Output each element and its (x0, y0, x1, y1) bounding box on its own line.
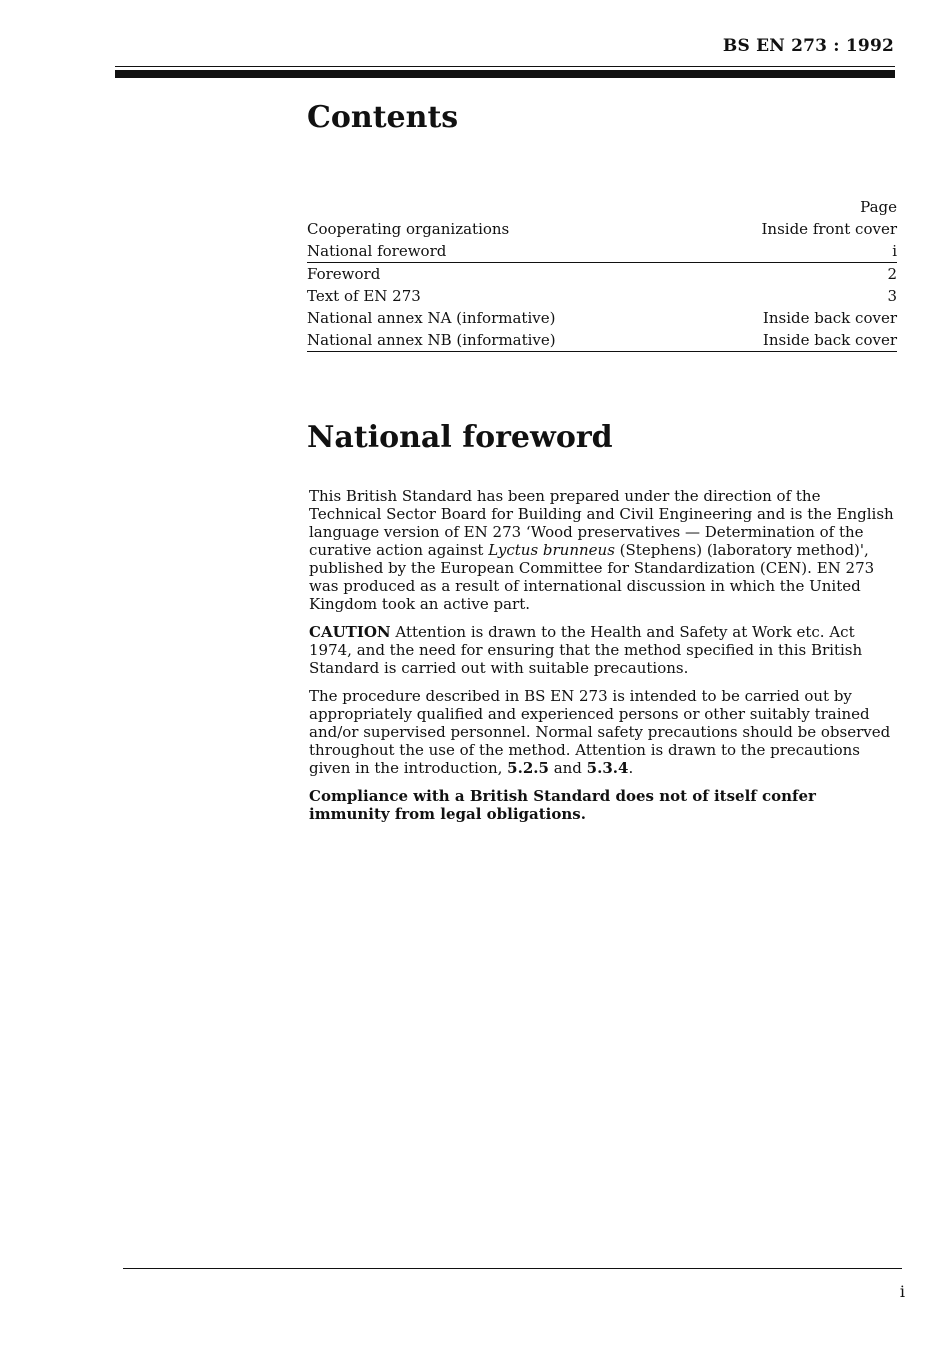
toc-entry-page: Inside back cover (762, 309, 897, 327)
footer-rule (123, 1268, 902, 1269)
paragraph-procedure (309, 687, 897, 777)
clause-reference: 5.3.4 (586, 759, 629, 777)
toc-entry-page: 3 (887, 287, 897, 305)
toc-row (307, 263, 897, 285)
national-foreword-heading: National foreword (307, 420, 613, 455)
toc-entry-page: i (892, 242, 897, 260)
paragraph-scope (309, 487, 897, 613)
toc-row (307, 307, 897, 329)
header-rule-thick (115, 70, 895, 78)
header-rule-thin (115, 66, 895, 67)
paragraph-compliance: Compliance with a British Standard does not of itself confer immunity from legal obligations. (309, 787, 816, 823)
paragraph-caution (309, 623, 897, 677)
page-column-label: Page (860, 198, 897, 216)
toc-entry-title: National annex NB (informative) (307, 331, 556, 349)
toc-entry-title: Foreword (307, 265, 381, 283)
toc-row (307, 285, 897, 307)
conjunction: and (548, 759, 587, 777)
toc-row (307, 329, 897, 352)
national-foreword-body (309, 487, 897, 833)
sentence-end: . (628, 759, 634, 777)
toc-entry-title: National annex NA (informative) (307, 309, 556, 327)
caution-label: CAUTION (309, 623, 391, 641)
document-code: BS EN 273 : 1992 (722, 36, 894, 56)
clause-reference: 5.2.5 (507, 759, 549, 777)
contents-table (307, 196, 897, 352)
paragraph-text: This British Standard has been prepared under the direction of the Technical Sector Board for Building and Civil Engineering and is the English language version of EN 273 ‘Wood preservatives — Determination of the curative action against (309, 487, 894, 559)
species-name: Lyctus brunneus (488, 541, 615, 559)
paragraph-text: Attention is drawn to the Health and Safety at Work etc. Act 1974, and the need for ensuring that the method specified in this British Standard is carried out with suitable precautions. (309, 623, 863, 677)
toc-row (307, 218, 897, 240)
toc-row (307, 240, 897, 263)
toc-entry-title: Text of EN 273 (307, 287, 421, 305)
toc-entry-title: National foreword (307, 242, 447, 260)
toc-entry-page: 2 (887, 265, 897, 283)
page-number: i (899, 1282, 905, 1301)
toc-entry-page: Inside front cover (761, 220, 897, 238)
toc-entry-title: Cooperating organizations (307, 220, 510, 238)
paragraph-text: The procedure described in BS EN 273 is intended to be carried out by appropriately qualified and experienced persons or other suitably trained and/or supervised personnel. Normal safety precautions should be observed throughout the use of the method. Attention is drawn to the precautions given in the introduction, (309, 687, 891, 777)
toc-entry-page: Inside back cover (762, 331, 897, 349)
paragraph-text: (Stephens) (laboratory method)', published by the European Committee for Standardization (CEN). EN 273 was produced as a result of international discussion in which the United Kingdom took an active part. (309, 541, 875, 613)
contents-heading: Contents (307, 100, 459, 135)
